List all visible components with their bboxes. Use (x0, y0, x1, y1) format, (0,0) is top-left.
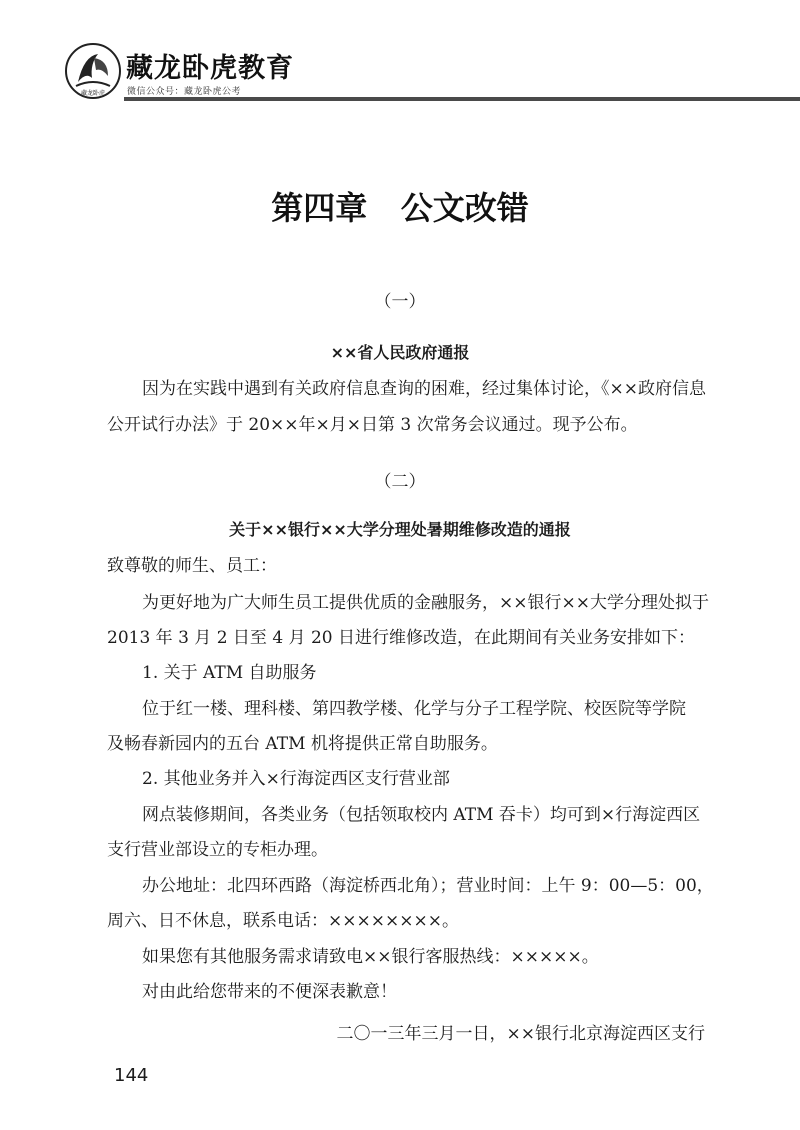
signature-line: 二〇一三年三月一日，××银行北京海淀西区支行 (336, 1024, 705, 1044)
brand-subtitle: 微信公众号：藏龙卧虎公考 (127, 87, 242, 97)
section-2-title: 关于××银行××大学分理处暑期维修改造的通报 (229, 520, 571, 539)
page-header (0, 0, 800, 105)
body-line: 因为在实践中遇到有关政府信息查询的困难，经过集体讨论，《××政府信息 (142, 379, 706, 399)
chapter-title: 第四章 公文改错 (271, 189, 529, 227)
body-line: 如果您有其他服务需求请致电××银行客服热线：×××××。 (142, 947, 599, 967)
section-1-title: ××省人民政府通报 (330, 343, 470, 362)
salutation: 致尊敬的师生、员工： (107, 556, 277, 576)
body-line: 周六、日不休息，联系电话：××××××××。 (107, 911, 459, 931)
body-line: 办公地址：北四环西路（海淀桥西北角）；营业时间：上午 9：00—5：00， (142, 876, 714, 896)
item-heading: 2. 其他业务并入×行海淀西区支行营业部 (142, 769, 450, 789)
body-line: 公开试行办法》于 20××年×月×日第 3 次常务会议通过。现予公布。 (107, 415, 638, 435)
body-line: 为更好地为广大师生员工提供优质的金融服务，××银行××大学分理处拟于 (142, 593, 709, 613)
svg-text:藏龙卧虎: 藏龙卧虎 (80, 90, 106, 97)
body-line: 及畅春新园内的五台 ATM 机将提供正常自助服务。 (107, 734, 498, 754)
page-number: 144 (114, 1065, 149, 1086)
body-line: 支行营业部设立的专柜办理。 (107, 840, 328, 860)
body-line: 2013 年 3 月 2 日至 4 月 20 日进行维修改造，在此期间有关业务安排如下： (107, 628, 695, 648)
body-line: 网点装修期间，各类业务（包括领取校内 ATM 吞卡）均可到×行海淀西区 (142, 805, 701, 825)
section-1-label: （一） (374, 292, 426, 312)
body-line: 位于红一楼、理科楼、第四教学楼、化学与分子工程学院、校医院等学院 (142, 699, 686, 719)
brand-name: 藏龙卧虎教育 (126, 53, 294, 84)
header-divider (124, 97, 800, 101)
body-line: 对由此给您带来的不便深表歉意！ (142, 982, 397, 1002)
section-2-label: （二） (374, 472, 426, 492)
item-heading: 1. 关于 ATM 自助服务 (142, 663, 317, 683)
brand-logo-icon (64, 42, 122, 100)
